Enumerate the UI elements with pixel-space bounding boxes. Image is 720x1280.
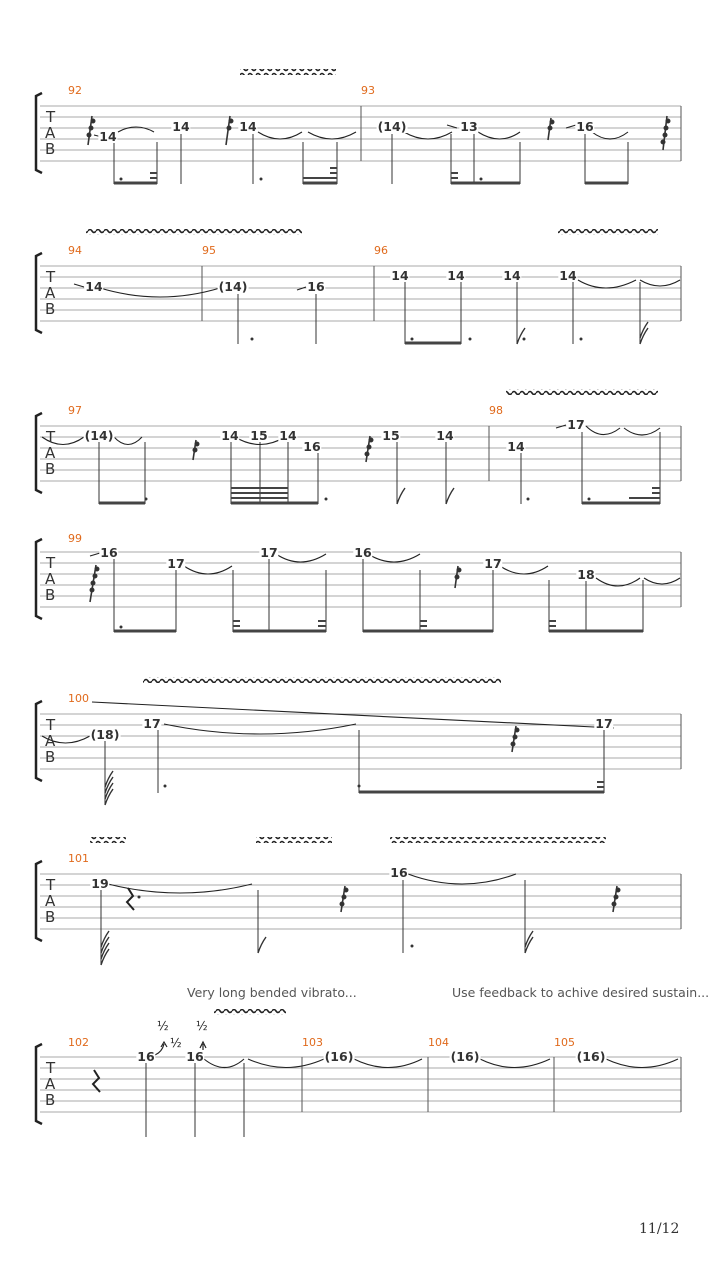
tab-letter-b: B xyxy=(45,300,56,318)
tab-letter-b: B xyxy=(45,1091,56,1109)
fret-number: 14 xyxy=(436,428,454,443)
fret-number: 17 xyxy=(484,556,502,571)
bend-label: ½ xyxy=(196,1019,208,1033)
fret-number: 16 xyxy=(576,119,594,134)
measure-number: 93 xyxy=(361,84,375,97)
fret-number: (16) xyxy=(324,1049,354,1064)
measure-number: 105 xyxy=(554,1036,575,1049)
fret-number: 14 xyxy=(507,439,525,454)
fret-number: 16 xyxy=(186,1049,204,1064)
measure-number: 98 xyxy=(489,404,503,417)
fret-number: 14 xyxy=(279,428,297,443)
fret-number: 16 xyxy=(390,865,408,880)
tab-letter-a: A xyxy=(45,570,56,588)
fret-number: 15 xyxy=(382,428,400,443)
tab-letter-b: B xyxy=(45,908,56,926)
fret-number: 16 xyxy=(137,1049,155,1064)
tab-letter-t: T xyxy=(46,554,56,572)
measure-number: 102 xyxy=(68,1036,89,1049)
measure-number: 104 xyxy=(428,1036,449,1049)
fret-number: 16 xyxy=(303,439,321,454)
fret-number: 14 xyxy=(239,119,257,134)
tab-letter-t: T xyxy=(46,268,56,286)
fret-number: 14 xyxy=(447,268,465,283)
measure-number: 100 xyxy=(68,692,89,705)
bend-label: ½ xyxy=(157,1019,169,1033)
fret-number: 14 xyxy=(85,279,103,294)
page-number: 11/12 xyxy=(639,1221,680,1237)
sustain-annotation: Use feedback to achive desired sustain... xyxy=(452,985,710,1000)
tab-letter-b: B xyxy=(45,140,56,158)
fret-number: 19 xyxy=(91,876,109,891)
measure-number: 101 xyxy=(68,852,89,865)
tab-letter-a: A xyxy=(45,732,56,750)
fret-number: (18) xyxy=(90,727,120,742)
measure-number: 99 xyxy=(68,532,82,545)
measure-number: 92 xyxy=(68,84,82,97)
tab-letter-t: T xyxy=(46,876,56,894)
tab-letter-a: A xyxy=(45,892,56,910)
fret-number: 17 xyxy=(595,716,613,731)
tab-letter-t: T xyxy=(46,1059,56,1077)
fret-number: 14 xyxy=(559,268,577,283)
fret-number: 14 xyxy=(391,268,409,283)
tab-letter-b: B xyxy=(45,460,56,478)
fret-number: (14) xyxy=(377,119,407,134)
vibrato-annotation: Very long bended vibrato... xyxy=(187,985,357,1000)
fret-number: 17 xyxy=(260,545,278,560)
fret-number: 14 xyxy=(221,428,239,443)
fret-number: 17 xyxy=(567,417,585,432)
tab-letter-t: T xyxy=(46,428,56,446)
fret-number: 17 xyxy=(167,556,185,571)
bend-label: ½ xyxy=(170,1036,182,1050)
measure-number: 103 xyxy=(302,1036,323,1049)
tab-letter-a: A xyxy=(45,284,56,302)
measure-number: 94 xyxy=(68,244,82,257)
fret-number: (14) xyxy=(218,279,248,294)
fret-number: 14 xyxy=(172,119,190,134)
fret-number: 16 xyxy=(307,279,325,294)
tab-letter-a: A xyxy=(45,444,56,462)
fret-number: 16 xyxy=(354,545,372,560)
fret-number: (16) xyxy=(450,1049,480,1064)
measure-number: 95 xyxy=(202,244,216,257)
fret-number: 14 xyxy=(99,129,117,144)
measure-number: 97 xyxy=(68,404,82,417)
tab-letter-a: A xyxy=(45,124,56,142)
tab-letter-b: B xyxy=(45,748,56,766)
fret-number: 14 xyxy=(503,268,521,283)
tab-letter-a: A xyxy=(45,1075,56,1093)
fret-number: 18 xyxy=(577,567,595,582)
tab-letter-t: T xyxy=(46,108,56,126)
fret-number: 13 xyxy=(460,119,478,134)
tab-letter-t: T xyxy=(46,716,56,734)
tab-letter-b: B xyxy=(45,586,56,604)
fret-number: (14) xyxy=(84,428,114,443)
fret-number: 17 xyxy=(143,716,161,731)
fret-number: 15 xyxy=(250,428,268,443)
fret-number: 16 xyxy=(100,545,118,560)
measure-number: 96 xyxy=(374,244,388,257)
fret-number: (16) xyxy=(576,1049,606,1064)
